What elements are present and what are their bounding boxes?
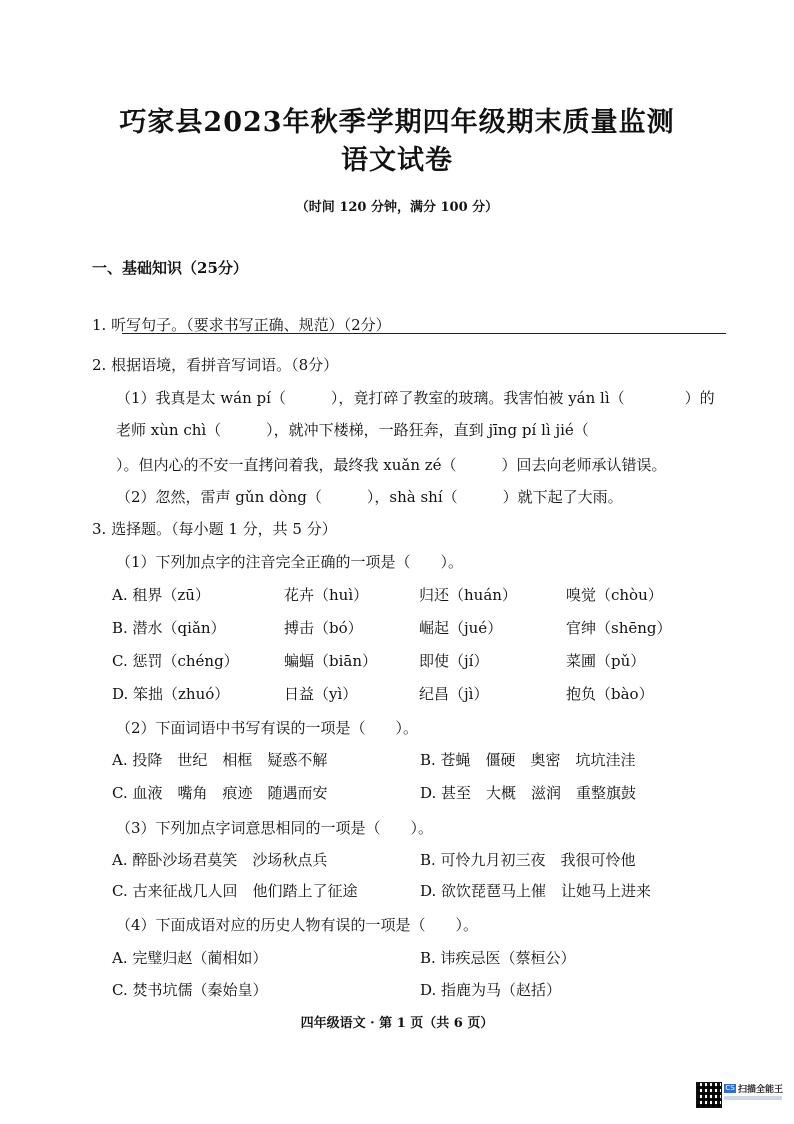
option-b: B. 讳疾忌医（蔡桓公） [420,949,576,967]
exam-title: 巧家县2023年秋季学期四年级期末质量监测 [119,107,675,138]
option-cell: 崛起（jué） [419,619,503,637]
option-cell: 花卉（huì） [284,586,369,604]
option-a: A. 醉卧沙场君莫笑 沙场秋点兵 [112,851,328,869]
option-cell: 纪昌（jì） [419,685,489,703]
option-b: B. 可怜九月初三夜 我很可怜他 [420,851,636,869]
question-1: 1. 听写句子。（要求书写正确、规范）（2分） [92,316,391,334]
option-c: C. 血液 嘴角 痕迹 随遇而安 [112,784,328,802]
q2-line-3: ）。但内心的不安一直拷问着我，最终我 xuǎn zé（ ）回去向老师承认错误。 [116,456,667,474]
question-2: 2. 根据语境，看拼音写词语。（8分） [92,356,339,374]
option-cell: 抱负（bào） [566,685,654,703]
q2-line-1: （1）我真是太 wán pí（ ），竟打碎了教室的玻璃。我害怕被 yán lì（ ）的 [116,389,715,407]
page-footer: 四年级语文 · 第 1 页（共 6 页） [300,1016,494,1031]
exam-subject-title: 语文试卷 [341,145,453,176]
option-cell: 即使（jí） [419,652,489,670]
option-cell: 日益（yì） [284,685,358,703]
q2-line-4: （2）忽然，雷声 gǔn dòng（ ），shà shí（ ）就下起了大雨。 [116,488,623,506]
qr-code-icon [696,1082,722,1108]
option-cell: D. 笨拙（zhuó） [112,685,230,703]
question-3: 3. 选择题。（每小题 1 分，共 5 分） [92,520,337,538]
option-d: D. 指鹿为马（赵括） [420,981,562,999]
q3-sub-1: （1）下列加点字的注音完全正确的一项是（ ）。 [116,553,464,571]
option-cell: 官绅（shēng） [566,619,672,637]
option-a: A. 完璧归赵（蔺相如） [112,949,268,967]
q3-sub-3: （3）下列加点字词意思相同的一项是（ ）。 [116,819,434,837]
answer-line [122,333,726,334]
option-b: B. 苍蝇 僵硬 奥密 坑坑洼洼 [420,751,636,769]
q3-sub-4: （4）下面成语对应的历史人物有误的一项是（ ）。 [116,916,479,934]
q3-sub-2: （2）下面词语中书写有误的一项是（ ）。 [116,719,419,737]
option-c: C. 古来征战几人回 他们踏上了征途 [112,882,358,900]
q2-line-2: 老师 xùn chì（ ），就冲下楼梯，一路狂奔，直到 jīng pí lì jié（ [116,421,589,439]
scanner-name: 扫描全能王 [738,1085,784,1095]
section-heading: 一、基础知识（25分） [92,259,248,277]
scanner-logo-icon: CS [725,1084,735,1092]
exam-info: （时间 120 分钟，满分 100 分） [295,200,499,215]
option-cell: A. 租界（zū） [112,586,210,604]
scanner-tagline [724,1096,782,1100]
scanner-watermark [696,1082,784,1108]
option-d: D. 甚至 大概 滋润 重整旗鼓 [420,784,637,802]
option-cell: 嗅觉（chòu） [566,586,663,604]
option-cell: 菜圃（pǔ） [566,652,646,670]
option-cell: C. 惩罚（chéng） [112,652,239,670]
option-cell: 蝙蝠（biān） [284,652,378,670]
option-cell: B. 潜水（qiǎn） [112,619,226,637]
option-cell: 归还（huán） [419,586,517,604]
option-d: D. 欲饮琵琶马上催 让她马上进来 [420,882,652,900]
option-c: C. 焚书坑儒（秦始皇） [112,981,268,999]
option-a: A. 投降 世纪 相框 疑惑不解 [112,751,328,769]
option-cell: 搏击（bó） [284,619,363,637]
